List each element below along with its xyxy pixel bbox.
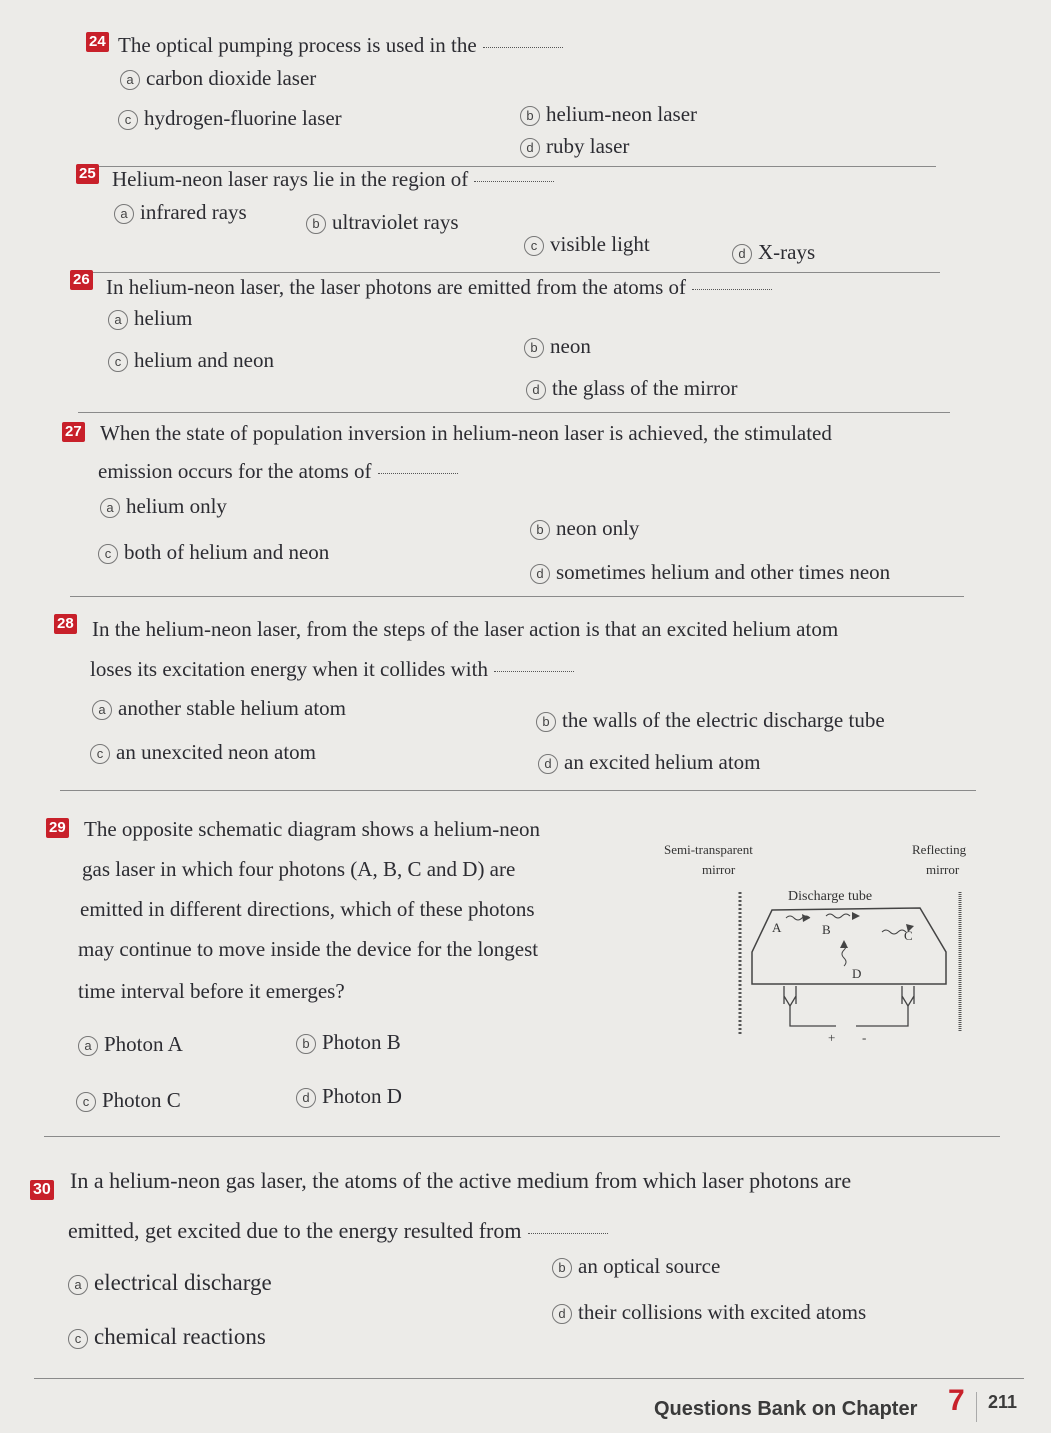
- page-number: 211: [988, 1392, 1018, 1412]
- reflecting-mirror-label: Reflecting: [912, 842, 967, 857]
- photon-b-label: B: [822, 922, 831, 937]
- semi-transparent-mirror-label-2: mirror: [702, 862, 736, 877]
- footer-text: Questions Bank on Chapter: [654, 1398, 918, 1420]
- question-stem-line-1: When the state of population inversion in helium-neon laser is achieved, the stimulated: [100, 421, 832, 445]
- semi-transparent-mirror-label: Semi-transparent: [664, 842, 753, 857]
- option-d[interactable]: d X-rays: [732, 240, 815, 265]
- question-stem: The optical pumping process is used in the: [118, 26, 563, 64]
- option-a[interactable]: a infrared rays: [114, 200, 247, 225]
- divider: [34, 1378, 1024, 1379]
- photon-c-wave: [882, 930, 906, 934]
- option-b[interactable]: b neon only: [530, 516, 639, 541]
- option-d[interactable]: d ruby laser: [520, 134, 629, 159]
- circuit-wire: [790, 1006, 908, 1026]
- question-number: 29: [46, 818, 69, 838]
- photon-d-arrow: [840, 940, 848, 948]
- question-stem: In helium-neon laser, the laser photons are emitted from the atoms of: [106, 268, 772, 306]
- option-c[interactable]: c an unexcited neon atom: [90, 740, 316, 765]
- question-stem-line-2: emitted, get excited due to the energy resulted from: [68, 1212, 608, 1250]
- question-stem-line-2: gas laser in which four photons (A, B, C and D) are: [82, 857, 516, 881]
- question-stem-line-2: loses its excitation energy when it collides with: [90, 650, 574, 688]
- option-c[interactable]: c hydrogen-fluorine laser: [118, 106, 342, 131]
- plus-terminal: +: [828, 1030, 836, 1045]
- discharge-tube-label: Discharge tube: [788, 889, 873, 904]
- photon-c-label: C: [904, 928, 913, 943]
- option-d[interactable]: d Photon D: [296, 1084, 402, 1109]
- photon-a-arrow: [802, 914, 810, 922]
- option-c[interactable]: c chemical reactions: [68, 1324, 266, 1350]
- question-number: 28: [54, 614, 77, 634]
- option-b[interactable]: b neon: [524, 334, 591, 359]
- option-c[interactable]: c visible light: [524, 232, 650, 257]
- question-number: 26: [70, 270, 93, 290]
- question-number: 25: [76, 164, 99, 184]
- option-b[interactable]: b Photon B: [296, 1030, 401, 1055]
- photon-b-wave: [826, 914, 850, 918]
- question-number: 24: [86, 32, 109, 52]
- option-c[interactable]: c Photon C: [76, 1088, 181, 1113]
- question-number: 30: [30, 1180, 54, 1200]
- question-stem-line-3: emitted in different directions, which of these photons: [80, 897, 535, 921]
- photon-d-label: D: [852, 966, 862, 981]
- electrode-left: [784, 986, 796, 1006]
- electrode-right: [902, 986, 914, 1006]
- option-a[interactable]: a electrical discharge: [68, 1270, 272, 1296]
- question-stem-line-1: In the helium-neon laser, from the steps of the laser action is that an excited helium atom: [92, 617, 839, 641]
- question-stem-line-1: The opposite schematic diagram shows a helium-neon: [84, 817, 541, 841]
- option-c[interactable]: c helium and neon: [108, 348, 274, 373]
- option-c[interactable]: c both of helium and neon: [98, 540, 329, 565]
- option-a[interactable]: a Photon A: [78, 1032, 183, 1057]
- option-b[interactable]: b the walls of the electric discharge tube: [536, 708, 885, 733]
- option-b[interactable]: b helium-neon laser: [520, 102, 697, 127]
- option-a[interactable]: a helium only: [100, 494, 227, 519]
- divider: [44, 1136, 1000, 1137]
- chapter-number: 7: [948, 1384, 965, 1417]
- divider: [60, 790, 976, 791]
- option-d[interactable]: d an excited helium atom: [538, 750, 761, 775]
- photon-a-label: A: [772, 920, 782, 935]
- option-d[interactable]: d sometimes helium and other times neon: [530, 560, 890, 585]
- option-b[interactable]: b ultraviolet rays: [306, 210, 459, 235]
- question-number: 27: [62, 422, 85, 442]
- divider: [78, 412, 950, 413]
- minus-terminal: -: [862, 1030, 867, 1045]
- question-stem-line-4: may continue to move inside the device for the longest: [78, 937, 539, 961]
- option-d[interactable]: d their collisions with excited atoms: [552, 1300, 866, 1325]
- option-a[interactable]: a carbon dioxide laser: [120, 66, 316, 91]
- divider: [70, 596, 964, 597]
- footer-divider: [976, 1392, 977, 1422]
- reflecting-mirror-label-2: mirror: [926, 862, 960, 877]
- option-b[interactable]: b an optical source: [552, 1254, 720, 1279]
- laser-diagram: [660, 836, 990, 1046]
- option-a[interactable]: a helium: [108, 306, 192, 331]
- question-stem: Helium-neon laser rays lie in the region of: [112, 160, 554, 198]
- question-stem-line-5: time interval before it emerges?: [78, 979, 345, 1003]
- question-stem-line-2: emission occurs for the atoms of: [98, 452, 458, 490]
- option-a[interactable]: a another stable helium atom: [92, 696, 346, 721]
- option-d[interactable]: d the glass of the mirror: [526, 376, 737, 401]
- photon-b-arrow: [852, 912, 860, 920]
- question-stem-line-1: In a helium-neon gas laser, the atoms of the active medium from which laser photons are: [70, 1168, 852, 1193]
